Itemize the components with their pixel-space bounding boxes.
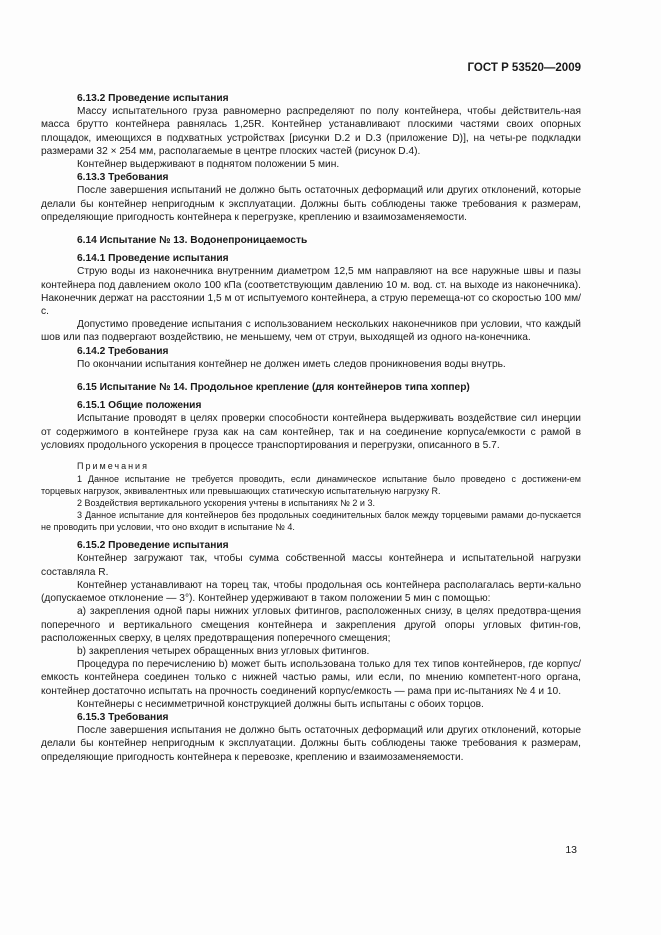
- paragraph: Испытание проводят в целях проверки способности контейнера выдерживать воздействие сил инерции от содержимого в контейнере груза как на сам контейнер, так и на соединение корпуса/емкости с рамой в условиях продольного ускорения в процессе транспортирования и перегрузки, описанного в 5.7.: [41, 413, 581, 451]
- document-body: [41, 92, 581, 764]
- paragraph: После завершения испытаний не должно быть остаточных деформаций или других отклонений, которые делали бы контейнер непригодным к эксплуатации. Должны быть соблюдены также требования к размерам, определяющие пригодность контейнера к перегрузке, креплению и взаимозаменяемости.: [41, 185, 581, 223]
- paragraph: b) закрепления четырех обращенных вниз угловых фитингов.: [77, 645, 370, 657]
- note-paragraph: 3 Данное испытание для контейнеров без продольных соединительных балок между торцевыми рамами до-пускается не проводить при условии, что оно входит в испытание № 4.: [41, 510, 581, 533]
- paragraph: Контейнер устанавливают на торец так, чтобы продольная ось контейнера располагалась верти-кально (допускаемое отклонение — 3°). Контейнер удерживают в таком положении 5 мин с помощью:: [41, 579, 581, 605]
- section-heading: 6.14 Испытание № 13. Водонепроницаемость: [77, 235, 308, 247]
- section-heading: 6.15.1 Общие положения: [77, 400, 202, 412]
- paragraph: Контейнер выдерживают в поднятом положении 5 мин.: [77, 159, 340, 171]
- section-heading: 6.15.3 Требования: [77, 711, 169, 723]
- notes-title: Примечания: [77, 461, 149, 472]
- note-paragraph: 2 Воздействия вертикального ускорения учтены в испытаниях № 2 и 3.: [77, 498, 375, 509]
- paragraph: Контейнеры с несимметричной конструкцией должны быть испытаны с обоих торцов.: [77, 698, 484, 710]
- standard-number: ГОСТ Р 53520—2009: [467, 62, 581, 74]
- paragraph: Массу испытательного груза равномерно распределяют по полу контейнера, чтобы действитель-ная масса брутто контейнера равнялась 1,25R. Контейнер устанавливают плоскими частями своих опорных площадок, имеющихся в подхватных устройствах [рисунки D.2 и D.3 (приложение D)], на четы-ре подкладки размерами 32 × 254 мм, располагаемые в центре плоских частей (рисунок D.4).: [41, 106, 581, 157]
- paragraph: Струю воды из наконечника внутренним диаметром 12,5 мм направляют на все наружные швы и пазы контейнера под давлением около 100 кПа (соответствующим давлению 10 м. вод. ст. на выходе из наконечника). Наконечник держат на расстоянии 1,5 м от испытуемого контейнера, а струю перемеща-ют со скоростью 100 мм/с.: [41, 266, 581, 318]
- paragraph: После завершения испытания не должно быть остаточных деформаций или других отклонений, которые делали бы контейнер непригодным к эксплуатации. Должны быть соблюдены также требования к размерам, определяющие пригодность контейнера к перевозке, креплению и взаимозаменяемости.: [41, 725, 581, 763]
- paragraph: Процедура по перечислению b) может быть использована только для тех типов контейнеров, где корпус/емкость контейнера соединен только с нижней частью рамы, или если, по мнению компетент-ного органа, контейнер достаточно испытать на прочность соединений корпус/емкость — рама при ис-пытаниях № 4 и 10.: [41, 659, 581, 697]
- section-heading: 6.15 Испытание № 14. Продольное крепление (для контейнеров типа хоппер): [77, 382, 470, 394]
- section-heading: 6.15.2 Проведение испытания: [77, 540, 229, 552]
- section-heading: 6.13.2 Проведение испытания: [77, 93, 229, 104]
- paragraph: Контейнер загружают так, чтобы сумма собственной массы контейнера и испытательной нагрузки составляла R.: [41, 553, 581, 578]
- paragraph: По окончании испытания контейнер не должен иметь следов проникновения воды внутрь.: [77, 358, 506, 370]
- section-heading: 6.14.2 Требования: [77, 345, 169, 357]
- section-heading: 6.13.3 Требования: [77, 172, 169, 184]
- paragraph: Допустимо проведение испытания с использованием нескольких наконечников при условии, что каждый шов или паз подвергают воздействию, не меньшему, чем от струи, выходящей из одного на-конечника.: [41, 319, 581, 344]
- paragraph: а) закрепления одной пары нижних угловых фитингов, расположенных снизу, в целях предотвра-щения поперечного и вертикального смещения контейнера и закрепления другой опоры угловых фитин-гов, расположенных сверху, в целях предотвращения поперечного смещения;: [41, 606, 581, 644]
- page-number: 13: [565, 844, 577, 856]
- note-paragraph: 1 Данное испытание не требуется проводить, если динамическое испытание было проведено с достижени-ем торцевых нагрузок, эквивалентных или превышающих статическую испытательную нагрузку R.: [41, 474, 581, 497]
- section-heading: 6.14.1 Проведение испытания: [77, 253, 229, 265]
